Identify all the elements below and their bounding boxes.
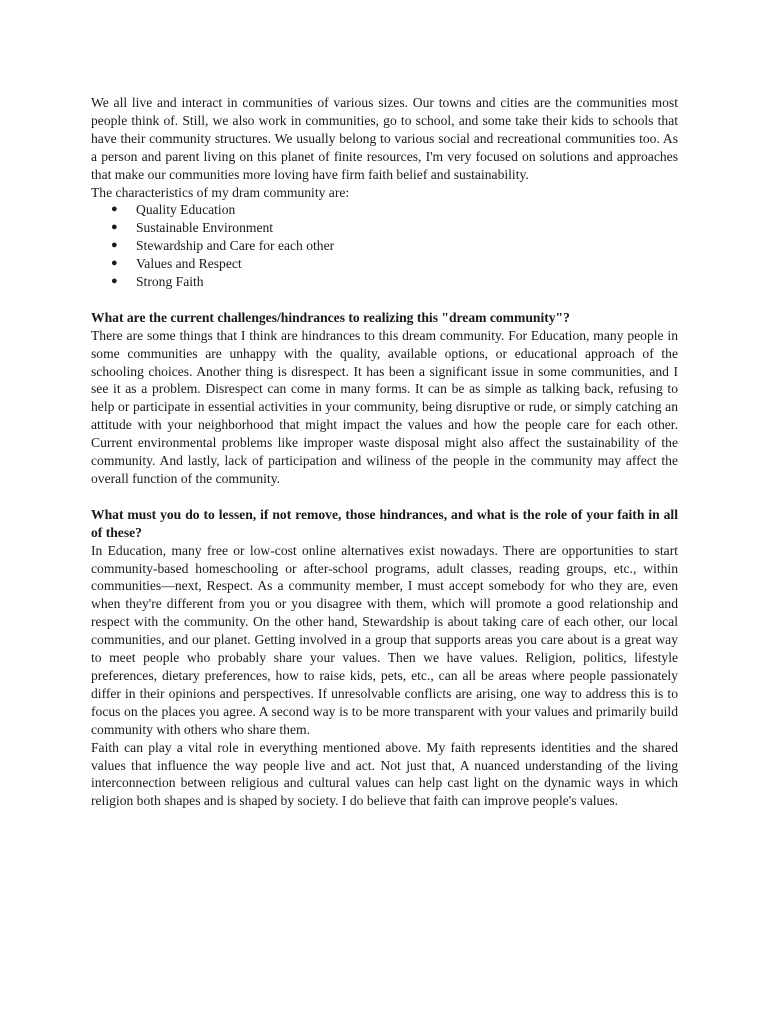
bullet-icon: ● (111, 239, 118, 252)
faith-paragraph: Faith can play a vital role in everything mentioned above. My faith represents identities and the shared values that influence the way people live and act. Not just that, A nuanced understanding of the living interconnection between religious and cultural values can help cast light on the dynamic ways in which religion both shapes and is shaped by society. I do believe that faith can improve people's values. (91, 739, 678, 809)
solutions-paragraph: In Education, many free or low-cost online alternatives exist nowadays. There are opportunities to start community-based homeschooling or after-school programs, adult classes, reading groups, etc., within communities—next, Respect. As a community member, I must accept somebody for who they are, even when they're different from you or you disagree with them, which will promote a good relationship and respect with the community. On the other hand, Stewardship is about taking care of each other, our local communities, and our planet. Getting involved in a group that supports areas you care about is a great way to meet people who probably share your values. Then we have values. Religion, politics, lifestyle preferences, dietary preferences, how to raise kids, pets, etc., can all be areas where people passionately differ in their opinions and perspectives. If unresolvable conflicts are arising, one way to address this is to focus on the places you agree. A second way is to be more transparent with your values and primarily build community with others who share them. (91, 542, 678, 737)
list-item (91, 237, 678, 255)
list-item-label: Values and Respect (136, 256, 242, 272)
list-item (91, 255, 678, 273)
list-item-label: Stewardship and Care for each other (136, 238, 335, 254)
list-item (91, 201, 678, 219)
list-item (91, 219, 678, 237)
list-item-label: Strong Faith (136, 274, 204, 290)
spacer (91, 488, 678, 506)
spacer (91, 291, 678, 309)
bullet-icon: ● (111, 221, 118, 234)
document-page (91, 94, 678, 810)
characteristics-list (91, 201, 678, 291)
challenges-paragraph: There are some things that I think are hindrances to this dream community. For Education, many people in some communities are unhappy with the quality, available options, or educational approach of the schooling choices. Another thing is disrespect. It has been a significant issue in some communities, and I see it as a problem. Disrespect can come in many forms. It can be as simple as talking back, refusing to help or participate in essential activities in your community, being disruptive or rude, or simply catching an attitude with your neighborhood that might impact the values and how the people care for each other. Current environmental problems like improper waste disposal might also affect the sustainability of the community. And lastly, lack of participation and wiliness of the people in the community may affect the overall function of the community. (91, 327, 678, 487)
intro-paragraph: We all live and interact in communities of various sizes. Our towns and cities are the communities most people think of. Still, we also work in communities, go to school, and some take their kids to schools that have their community structures. We usually belong to various social and recreational communities too. As a person and parent living on this planet of finite resources, I'm very focused on solutions and approaches that make our communities more loving have firm faith belief and sustainability. (91, 95, 678, 182)
list-item-label: Sustainable Environment (136, 220, 274, 236)
list-item-label: Quality Education (136, 202, 236, 218)
bullet-icon: ● (111, 275, 118, 288)
bullet-icon: ● (111, 203, 118, 216)
list-intro: The characteristics of my dram community are: (91, 184, 350, 200)
challenges-heading: What are the current challenges/hindrances to realizing this "dream community"? (91, 309, 570, 325)
solutions-heading: What must you do to lessen, if not remove, those hindrances, and what is the role of your faith in all of these? (91, 506, 678, 540)
list-item (91, 273, 678, 291)
bullet-icon: ● (111, 257, 118, 270)
